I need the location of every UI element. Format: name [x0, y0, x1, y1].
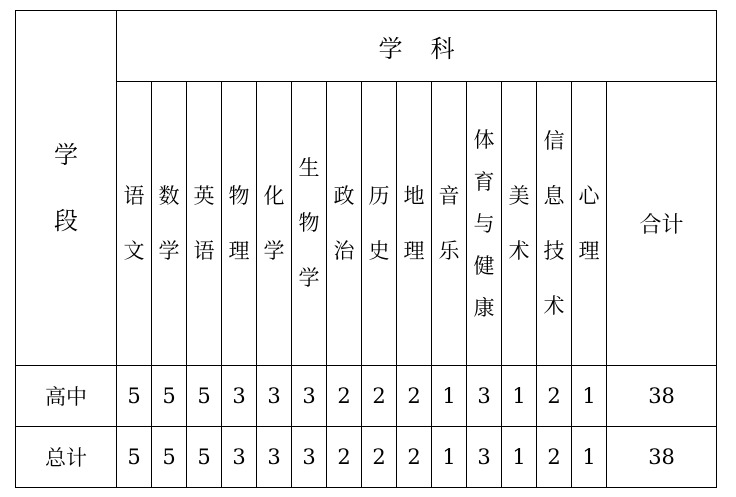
hours-value: 2: [407, 384, 421, 408]
subject-header-cell: [187, 82, 222, 366]
hours-cell: [117, 427, 152, 488]
total-header-cell: [607, 82, 717, 366]
hours-value: 3: [232, 445, 246, 469]
subject-header-cell: [292, 82, 327, 366]
row-total: 38: [648, 445, 675, 469]
hours-value: 1: [582, 445, 596, 469]
subject-label: 音 乐: [438, 183, 460, 263]
row-total-cell: [607, 366, 717, 427]
hours-cell: [467, 427, 502, 488]
subject-label: 化 学: [263, 183, 285, 263]
row-label: 总计: [45, 446, 87, 470]
hours-value: 5: [127, 384, 141, 408]
subject-label: 历 史: [368, 183, 390, 263]
hours-cell: [222, 366, 257, 427]
subject-header-cell: [467, 82, 502, 366]
row-label: 高中: [45, 385, 87, 409]
subject-header-cell: [117, 11, 717, 82]
hours-value: 5: [162, 445, 176, 469]
hours-value: 1: [512, 445, 526, 469]
hours-value: 3: [267, 445, 281, 469]
subject-header-cell: [397, 82, 432, 366]
hours-cell: [502, 427, 537, 488]
row-total-cell: [607, 427, 717, 488]
hours-cell: [327, 427, 362, 488]
hours-value: 1: [582, 384, 596, 408]
hours-cell: [257, 366, 292, 427]
subject-header: 学科: [378, 34, 483, 63]
hours-value: 2: [337, 445, 351, 469]
subject-label: 心 理: [578, 183, 600, 263]
curriculum-hours-table: [15, 10, 717, 488]
hours-cell: [502, 366, 537, 427]
hours-value: 3: [477, 384, 491, 408]
total-header: 合计: [639, 213, 684, 238]
hours-value: 3: [267, 384, 281, 408]
hours-cell: [537, 427, 572, 488]
hours-cell: [397, 366, 432, 427]
hours-cell: [327, 366, 362, 427]
hours-cell: [432, 427, 467, 488]
subject-label: 数 学: [158, 183, 180, 263]
hours-cell: [257, 427, 292, 488]
hours-cell: [187, 366, 222, 427]
hours-cell: [362, 427, 397, 488]
hours-value: 2: [547, 445, 561, 469]
hours-value: 5: [197, 384, 211, 408]
hours-value: 2: [547, 384, 561, 408]
subject-label: 地 理: [403, 183, 425, 263]
hours-value: 5: [197, 445, 211, 469]
hours-value: 2: [407, 445, 421, 469]
hours-cell: [187, 427, 222, 488]
hours-value: 2: [372, 384, 386, 408]
hours-value: 1: [442, 384, 456, 408]
hours-cell: [537, 366, 572, 427]
hours-cell: [432, 366, 467, 427]
hours-cell: [222, 427, 257, 488]
hours-value: 3: [232, 384, 246, 408]
subject-header-cell: [537, 82, 572, 366]
subject-header-cell: [117, 82, 152, 366]
row-total: 38: [648, 384, 675, 408]
hours-value: 5: [127, 445, 141, 469]
hours-value: 3: [302, 384, 316, 408]
subject-label: 生 物 学: [298, 156, 320, 290]
subject-label: 政 治: [333, 183, 355, 263]
hours-value: 2: [372, 445, 386, 469]
subject-header-cell: [572, 82, 607, 366]
subject-header-cell: [327, 82, 362, 366]
hours-value: 2: [337, 384, 351, 408]
hours-cell: [572, 366, 607, 427]
subject-header-cell: [502, 82, 537, 366]
hours-cell: [397, 427, 432, 488]
subject-header-cell: [257, 82, 292, 366]
subject-label: 物 理: [228, 183, 250, 263]
row-label-cell: [16, 366, 117, 427]
row-label-cell: [16, 427, 117, 488]
hours-value: 5: [162, 384, 176, 408]
subject-label: 语 文: [123, 183, 145, 263]
stage-header-cell: [16, 11, 117, 366]
stage-header: 学 段: [54, 141, 78, 235]
subject-label: 体 育 与 健 康: [473, 127, 495, 320]
hours-value: 3: [477, 445, 491, 469]
subject-header-cell: [432, 82, 467, 366]
subject-header-cell: [152, 82, 187, 366]
table-row: [16, 427, 717, 488]
header-row-subjects: [16, 82, 717, 366]
hours-cell: [152, 366, 187, 427]
hours-cell: [572, 427, 607, 488]
hours-cell: [362, 366, 397, 427]
subject-label: 英 语: [193, 183, 215, 263]
hours-value: 1: [442, 445, 456, 469]
subject-header-cell: [222, 82, 257, 366]
hours-value: 1: [512, 384, 526, 408]
hours-cell: [117, 366, 152, 427]
subject-label: 信 息 技 术: [543, 128, 565, 318]
hours-cell: [292, 427, 327, 488]
hours-value: 3: [302, 445, 316, 469]
subject-label: 美 术: [508, 183, 530, 263]
header-row-top: [16, 11, 717, 82]
table-row: [16, 366, 717, 427]
hours-cell: [152, 427, 187, 488]
subject-header-cell: [362, 82, 397, 366]
hours-cell: [467, 366, 502, 427]
hours-cell: [292, 366, 327, 427]
